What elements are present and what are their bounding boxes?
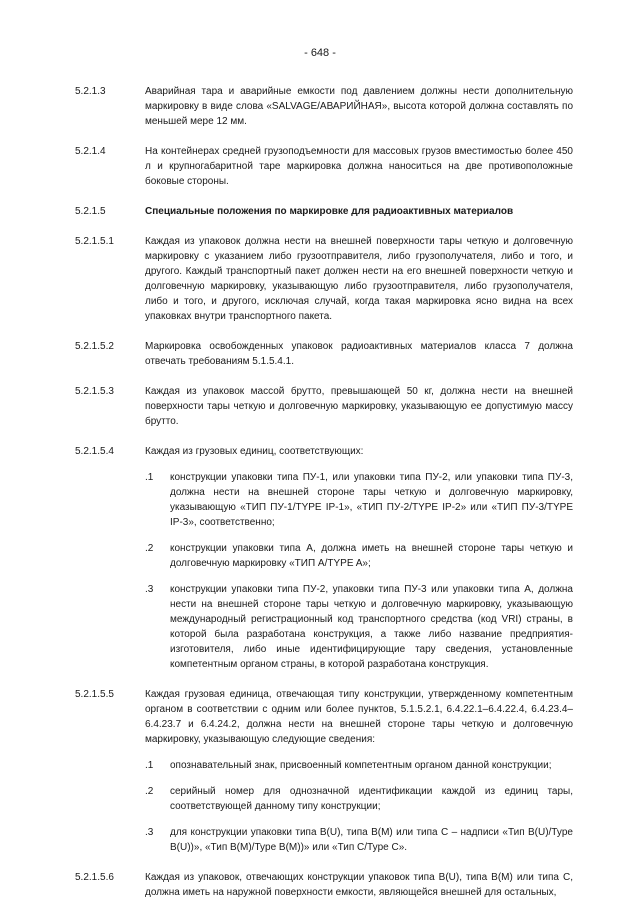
list-item: [0, 582, 640, 672]
section-number: 5.2.1.5.6: [75, 872, 114, 883]
section-text: Аварийная тара и аварийные емкости под давлением должны нести дополнительную маркировку в виде слова «SALVAGE/АВАРИЙНАЯ», высота которой должна составлять по меньшей мере 12 мм.: [145, 86, 573, 127]
document-body: [0, 84, 640, 915]
list-item: [0, 470, 640, 530]
list-item-text: опознавательный знак, присвоенный компетентным органом данной конструкции;: [170, 760, 552, 771]
section-number: 5.2.1.5.3: [75, 386, 114, 397]
section-5-2-1-5-4: [0, 444, 640, 672]
section-number: 5.2.1.3: [75, 86, 106, 97]
list-item-text: конструкции упаковки типа А, должна иметь на внешней стороне тары четкую и долговечную маркировку «ТИП А/TYPE A»;: [170, 543, 573, 569]
list-item-number: .2: [145, 543, 154, 554]
section-5-2-1-5-3: [0, 384, 640, 429]
section-text: На контейнерах средней грузоподъемности для массовых грузов вместимостью более 450 л и крупногабаритной таре маркировка должна наноситься на две противоположные боковые стороны.: [145, 146, 573, 187]
section-5-2-1-3: [0, 84, 640, 129]
section-text: Каждая из упаковок должна нести на внешней поверхности тары четкую и долговечную маркировку с указанием либо грузоотправителя, либо грузополучателя, либо и того, и другого. Каждый транспортный пакет должен нести на его внешней поверхности четкую и долговечную маркировку, указывающую либо грузоотправителя, либо грузополучателя, либо и того, и другого, исключая случай, когда такая маркировка ясно видна на всех упаковках внутри транспортного пакета.: [145, 236, 573, 322]
list-item-number: .1: [145, 472, 154, 483]
list-item-text: для конструкции упаковки типа B(U), типа B(M) или типа С – надписи «Тип B(U)/Type B(U))», «Тип B(M)/Type B(M))» или «Тип C/Type C».: [170, 827, 573, 853]
section-text: Каждая из упаковок, отвечающих конструкции упаковок типа B(U), типа B(M) или типа С, должна иметь на наружной поверхности емкости, являющейся внешней для остальных,: [145, 872, 573, 898]
page-number: - 648 -: [304, 47, 336, 59]
section-number: 5.2.1.5.4: [75, 446, 114, 457]
list-item: [0, 758, 640, 773]
section-5-2-1-5: [0, 204, 640, 219]
section-number: 5.2.1.5.1: [75, 236, 114, 247]
list-item: [0, 825, 640, 855]
section-text: Каждая грузовая единица, отвечающая типу конструкции, утвержденному компетентным органом в соответствии с одним или более пунктов, 5.1.5.2.1, 6.4.22.1–6.4.22.4, 6.4.23.4–6.4.23.7 и 6.4.24.2, должна нести на внешней стороне тары четкую и долговечную маркировку, указывающую следующие сведения:: [145, 689, 573, 745]
section-5-2-1-5-1: [0, 234, 640, 324]
list-item-text: конструкции упаковки типа ПУ-1, или упаковки типа ПУ-2, или упаковки типа ПУ-3, должна нести на внешней стороне тары четкую и долговечную маркировку, указывающую «ТИП ПУ-1/TYPE IP-1», «ТИП ПУ-2/TYPE IP-2» или «ТИП ПУ-3/TYPE IP-3», соответственно;: [170, 472, 573, 528]
list-item-number: .3: [145, 827, 154, 838]
list-item-text: серийный номер для однозначной идентификации каждой из единиц тары, соответствующей данному типу конструкции;: [170, 786, 573, 812]
section-heading: Специальные положения по маркировке для радиоактивных материалов: [145, 206, 514, 217]
section-5-2-1-5-2: [0, 339, 640, 369]
section-5-2-1-5-5: [0, 687, 640, 855]
section-5-2-1-5-6: [0, 870, 640, 900]
section-5-2-1-4: [0, 144, 640, 189]
section-text: Каждая из упаковок массой брутто, превышающей 50 кг, должна нести на внешней поверхности тары четкую и долговечную маркировку, указывающую ее допустимую массу брутто.: [145, 386, 573, 427]
section-number: 5.2.1.4: [75, 146, 106, 157]
list-item-number: .2: [145, 786, 154, 797]
list-item-number: .3: [145, 584, 154, 595]
list-item-number: .1: [145, 760, 154, 771]
list-item: [0, 784, 640, 814]
section-text: Каждая из грузовых единиц, соответствующих:: [145, 446, 364, 457]
section-number: 5.2.1.5: [75, 206, 106, 217]
section-number: 5.2.1.5.2: [75, 341, 114, 352]
list-item-text: конструкции упаковки типа ПУ-2, упаковки типа ПУ-3 или упаковки типа А, должна нести на внешней стороне тары четкую и долговечную маркировку, указывающую международный регистрационный код транспортного средства (код VRI) страны, в которой была разработана конструкция, а также либо название предприятия-изготовителя, либо иные идентифицирующие тару сведения, установленные компетентным органом страны, в которой разработана конструкция.: [170, 584, 573, 670]
list-item: [0, 541, 640, 571]
section-text: Маркировка освобожденных упаковок радиоактивных материалов класса 7 должна отвечать требованиям 5.1.5.4.1.: [145, 341, 573, 367]
section-number: 5.2.1.5.5: [75, 689, 114, 700]
